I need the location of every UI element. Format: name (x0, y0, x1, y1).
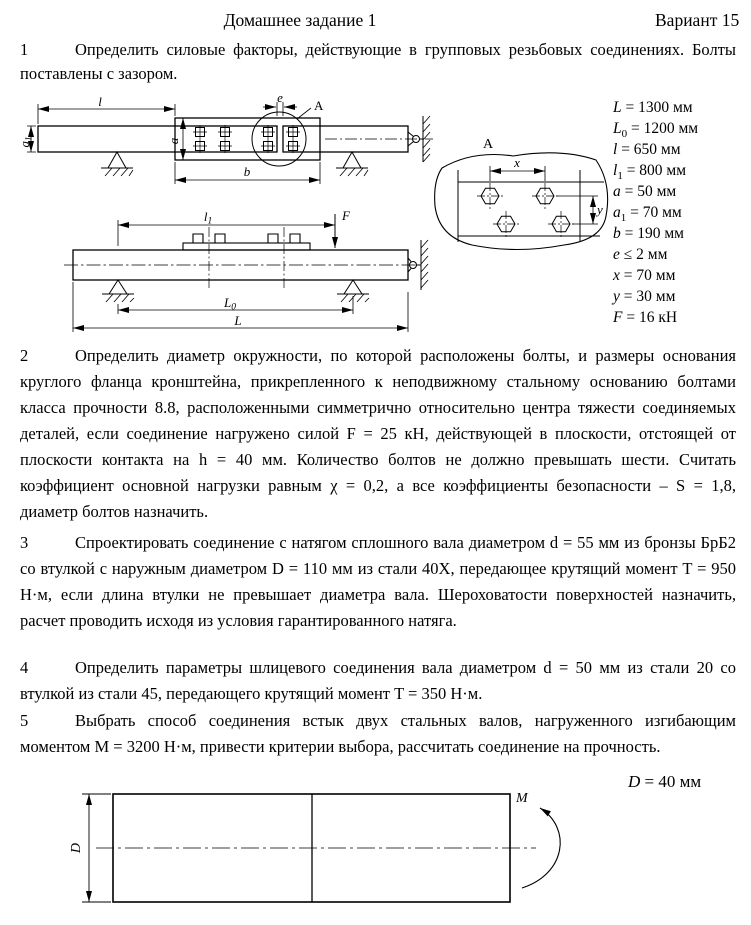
param-sub: 1 (617, 170, 623, 183)
param-value: = 16 кН (622, 309, 678, 326)
param-symbol: x (613, 267, 620, 284)
dim-e-label: e (277, 90, 283, 105)
dim-L-label: L (234, 313, 242, 328)
detail-leader-line (297, 108, 311, 119)
param-symbol: a (613, 183, 621, 200)
problem-2 (20, 343, 736, 525)
param-row (613, 286, 698, 307)
support-left (101, 152, 133, 176)
variant-label: Вариант 15 (655, 10, 740, 30)
detail-boundary (435, 153, 608, 250)
document-title: Домашнее задание 1 (223, 10, 377, 30)
bracket-with-bolts (183, 227, 310, 288)
moment-arrow (522, 808, 560, 888)
param-symbol: b (613, 225, 621, 242)
problem-2-text: Определить диаметр окружности, по которой расположены болты, и размеры основания круглого фланца кронштейна, прикрепленного к неподвижному стальному основанию болтами класса прочности 8.8, расположенными симметрично относительно центра тяжести соединяемых деталей, если соединение нагружено силой F = 25 кН, действующей в плоскости, отстоящей от плоскости контакта на h = 40 мм. Количество болтов не должно превышать шести. Считать коэффициент основной нагрузки равным χ = 0,2, а все коэффициенты безопасности – S = 1,8, диаметр болтов назначить. (20, 346, 736, 521)
param-symbol: l (613, 141, 618, 158)
param-row (613, 97, 698, 118)
dim-x-label: x (514, 155, 520, 170)
param-symbol: y (613, 288, 620, 305)
dim-l (38, 104, 175, 124)
problem-4 (20, 655, 736, 707)
param-row (613, 139, 698, 160)
dim-y-label: y (597, 202, 603, 217)
wall-pin-support (325, 116, 433, 162)
problem-5-text: Выбрать способ соединения встык двух стальных валов, нагруженного изгибающим моментом M = 3200 Н·м, привести критерии выбора, рассчитать соединение на прочность. (20, 711, 736, 756)
dim-a-label: a (166, 137, 181, 145)
param-row (613, 181, 698, 202)
figure-bracket-beam (58, 210, 443, 340)
problem-1 (20, 38, 736, 85)
problem-5-number: 5 (20, 711, 29, 730)
detail-circle (252, 112, 306, 166)
force-label: F (342, 208, 350, 223)
figure-detail-a (428, 134, 618, 256)
param-row (613, 223, 698, 244)
shaft-diameter-note (628, 772, 701, 792)
param-symbol: F (613, 309, 623, 326)
detail-mark-label: A (314, 98, 324, 113)
param-row (613, 118, 698, 139)
param-symbol: e (613, 246, 620, 263)
param-value: = 1300 мм (621, 99, 693, 116)
param-row (613, 202, 698, 223)
support-right (336, 152, 368, 176)
dim-y (556, 196, 598, 224)
given-parameters (613, 97, 698, 328)
param-value: = 50 мм (620, 183, 677, 200)
problem-5 (20, 708, 736, 760)
dim-b-label: b (243, 164, 251, 179)
param-symbol: a (613, 204, 621, 221)
problem-1-number: 1 (20, 40, 29, 59)
param-sub: 0 (621, 128, 628, 141)
dim-l1 (118, 220, 335, 246)
figure-bolted-joint-top (17, 90, 440, 196)
problem-2-number: 2 (20, 346, 29, 365)
dim-D-label: D (69, 842, 84, 854)
shaft-diameter-value: = 40 мм (640, 772, 702, 791)
support-left (102, 280, 134, 302)
dim-L0-label: L0 (224, 295, 236, 313)
dim-l-label: l (98, 94, 102, 109)
param-value: = 70 мм (626, 204, 682, 221)
moment-label: M (516, 791, 528, 806)
dim-l1-label: l1 (203, 209, 213, 227)
param-value: = 650 мм (617, 141, 681, 158)
problem-4-text: Определить параметры шлицевого соединения вала диаметром d = 50 мм из стали 20 со втулкой из стали 45, передающего крутящий момент T = 350 Н·м. (20, 658, 736, 703)
problem-1-text: Определить силовые факторы, действующие в групповых резьбовых соединениях. Болты поставлены с зазором. (20, 40, 736, 83)
param-symbol: L (613, 99, 622, 116)
param-row (613, 244, 698, 265)
param-value: = 30 мм (619, 288, 676, 305)
param-value: = 190 мм (620, 225, 684, 242)
param-sub: 1 (620, 212, 627, 225)
problem-4-number: 4 (20, 658, 29, 677)
param-value: = 70 мм (619, 267, 676, 284)
param-value: ≤ 2 мм (619, 246, 668, 263)
figure-shaft-butt-joint (70, 782, 590, 924)
param-row (613, 160, 698, 181)
detail-title: A (483, 137, 494, 152)
shaft-diameter-symbol: D (628, 772, 641, 791)
plate-edges (458, 170, 604, 242)
param-row (613, 265, 698, 286)
param-row (613, 307, 698, 328)
bolt-heads (477, 183, 574, 237)
param-value: = 1200 мм (627, 120, 699, 137)
problem-3-number: 3 (20, 533, 29, 552)
bolt-group (193, 125, 300, 153)
dim-a1-label: a1 (17, 136, 34, 148)
param-value: = 800 мм (622, 162, 687, 179)
problem-3 (20, 530, 736, 634)
problem-3-text: Спроектировать соединение с натягом сплошного вала диаметром d = 55 мм из бронзы БрБ2 со втулкой с наружным диаметром D = 110 мм из стали 40Х, передающее крутящий момент T = 950 Н·м, если длина втулки не превышает диаметра вала. Шероховатости поверхностей назначить, расчет проводить исходя из условия гарантированного натяга. (20, 533, 736, 630)
param-symbol: L (613, 120, 622, 137)
param-symbol: l (613, 162, 618, 179)
